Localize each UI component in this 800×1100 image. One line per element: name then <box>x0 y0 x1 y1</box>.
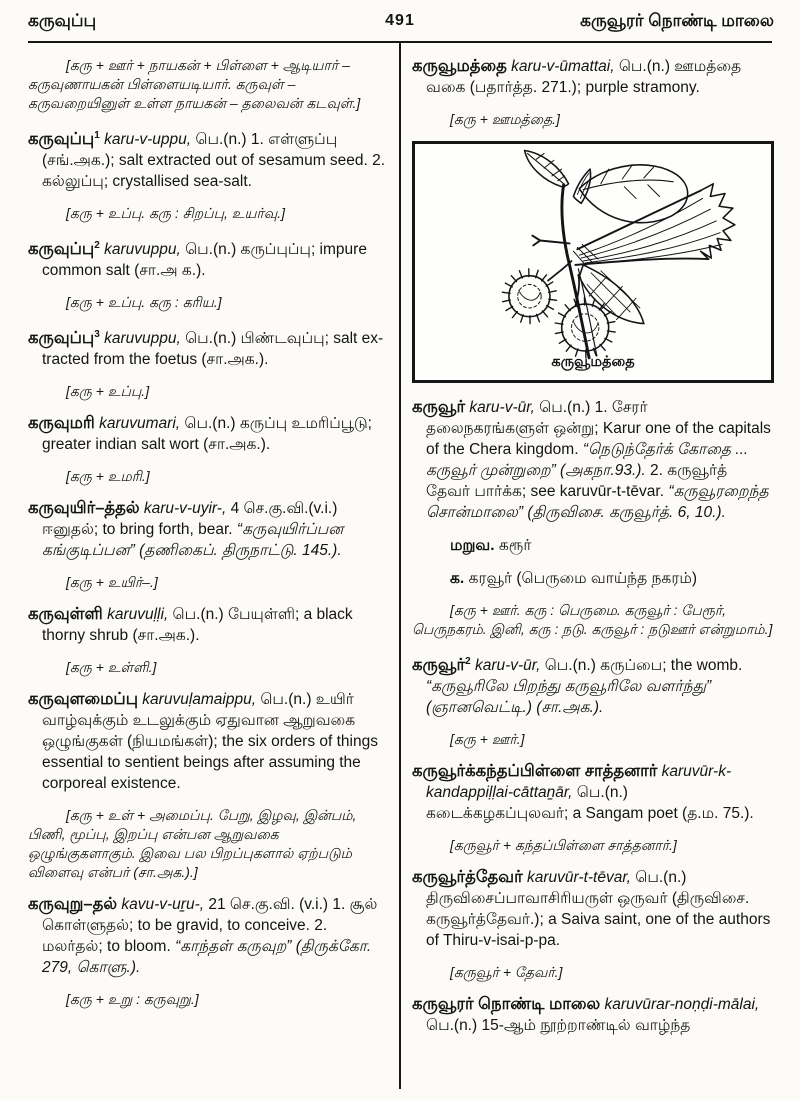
superscript-index: 2 <box>94 240 100 252</box>
entry-text: பெ.(n.) கருப்புப்பு; impure common salt (சா.அ க.). <box>42 241 367 280</box>
headword: கருவுமரி <box>28 414 95 433</box>
transliteration: kavu-v-uṟu-, <box>117 896 205 914</box>
variant-note <box>450 535 774 556</box>
transliteration: karuvuppu, <box>99 330 181 348</box>
headword: கருவுறு–தல் <box>28 895 118 914</box>
headword: கருவுளமைப்பு <box>28 690 138 709</box>
etymology-note: [கரு + உப்பு. கரு : சிறப்பு, உயர்வு.] <box>66 205 285 222</box>
superscript-index: 3 <box>94 329 100 341</box>
entry-text: கரூர் <box>494 537 532 554</box>
page-number: 491 <box>385 12 415 29</box>
etymology-note: [கரு + ஊமத்தை.] <box>450 111 560 127</box>
etymology-note: [கரு + ஊர். கரு : பெருமை. கருவூர் : பேரூர், பெருநகரம். இனி, கரு : நடு. கருவூர் : நடுஊர் என்றுமாம்.] <box>412 602 773 637</box>
dictionary-entry <box>412 867 774 951</box>
dictionary-entry <box>412 761 774 824</box>
entry-text: பெ.(n.) 1. எள்ளுப்பு (சங்.அக.); salt extracted out of sesamum seed. 2. கல்லுப்பு; crystallised sea-salt. <box>42 131 386 191</box>
citation-quote: “காந்தள் கருவுற” (திருக்கோ. 279, கொளு.). <box>42 938 372 977</box>
entry-text: பெ.(n.) 1. சேரர் தலைநகரங்களுள் ஒன்று; Karur one of the capitals of the Chera kingdom. <box>426 399 771 458</box>
transliteration: karu-v-ūmattai, <box>506 58 615 75</box>
transliteration: karu-v-ūr, <box>465 399 535 416</box>
dictionary-entry <box>412 397 774 523</box>
entry-text: 21 செ.கு.வி. (v.i.) 1. சூல் கொள்ளுதல்; to be gravid, to conceive. 2. மலர்தல்; to bloom. <box>42 896 378 956</box>
dictionary-entry <box>28 604 390 646</box>
etymology-note: [கரு + உறு : கருவுறு.] <box>66 991 199 1008</box>
headword: கருவுப்பு <box>28 130 95 149</box>
headword: கருவூர்க்கந்தப்பிள்ளை சாத்தனார் <box>412 762 658 781</box>
transliteration: karu-v-uppu, <box>99 131 192 149</box>
headword: கருவூரர் நொண்டி மாலை <box>412 995 601 1014</box>
etymology-note: [கரு + உயிர்–.] <box>66 574 158 591</box>
dictionary-entry <box>28 324 390 370</box>
headword: கருவூர் <box>412 656 466 675</box>
headword: கருவுயிர்–த்தல் <box>28 499 140 518</box>
dictionary-entry <box>412 56 774 98</box>
dictionary-entry <box>412 994 774 1036</box>
entry-text: பெ.(n.) ஊமத்தை வகை (பதார்த்த. 271.); purple stramony. <box>426 58 742 96</box>
variant-note <box>450 568 774 589</box>
etymology-note: [கரு + உமரி.] <box>66 468 150 485</box>
dictionary-entry <box>28 235 390 281</box>
etymology-note: [கரு + ஊர் + நாயகன் + பிள்ளை + ஆடியார் – கருவுணாயகன் பிள்ளையடியார். கருவுள் – கருவறையினுள் உள்ள நாயகன் – தலைவன் கடவுள்.] <box>28 57 361 111</box>
citation-quote: “நெடுந்தேர்க் கோதை ... கருவூர் முன்றுறை” (அகநா.93.). <box>426 441 749 479</box>
entry-text: பெ.(n.) பிண்டவுப்பு; salt ex-tracted from the foetus (சா.அக.). <box>42 330 384 369</box>
column-divider-rule <box>399 43 401 1089</box>
entry-text: 4 செ.கு.வி.(v.i.) ஈனுதல்; to bring forth, bear. <box>42 500 338 539</box>
transliteration: karu-v-ūr, <box>470 657 541 675</box>
transliteration: karuvūr-t-tēvar, <box>522 869 631 887</box>
right-column <box>412 56 774 1048</box>
headword: கருவுள்ளி <box>28 605 103 624</box>
citation-quote: “கருவுயிர்ப்பன கங்குடிப்பன” (தணிகைப். திருநாட்டு. 145.). <box>42 521 344 560</box>
transliteration: karuvūrar-noṇḍi-mālai, <box>600 996 760 1014</box>
entry-text: கரவூர் (பெருமை வாய்ந்த நகரம்) <box>464 570 697 587</box>
superscript-index: 1 <box>94 130 100 141</box>
entry-text: பெ.(n.) கடைக்கழகப்புலவர்; a Sangam poet (த.ம. 75.). <box>426 784 754 823</box>
dictionary-entry <box>28 125 390 192</box>
etymology-note: [கரு + உள் + அமைப்பு. பேறு, இழவு, இன்பம், பிணி, மூப்பு, இறப்பு என்பன ஆறுவகை ஒழுங்குகளாகும். இவை பல பிறப்புகளால் ஏற்படும் விளைவு என்பர் (சா.அக.).] <box>28 807 357 881</box>
header-guide-word-right: கருவூரர் நொண்டி மாலை <box>580 11 774 30</box>
entry-text: பெ.(n.) பேயுள்ளி; a black thorny shrub (சா.அக.). <box>42 606 353 645</box>
transliteration: karuvumari, <box>94 415 181 433</box>
plant-illustration-datura <box>415 144 771 380</box>
headword: கருவூர்த்தேவர் <box>412 868 523 887</box>
entry-text: பெ.(n.) 15-ஆம் நூற்றாண்டில் வாழ்ந்த <box>426 1017 691 1035</box>
transliteration: karuvuḷamaippu, <box>137 691 257 709</box>
dictionary-entry <box>28 413 390 455</box>
header-guide-word-left: கருவுப்பு <box>28 11 97 30</box>
etymology-note: [கருவூர் + தேவர்.] <box>450 964 563 981</box>
citation-quote: “கருவூரறைந்த சொன்மாலை” (திருவிசை. கருவூர்த். 6, 10.). <box>426 483 769 521</box>
etymology-note: [கருவூர் + கந்தப்பிள்ளை சாத்தனார்.] <box>450 837 677 854</box>
etymology-note: [கரு + ஊர்.] <box>450 731 525 748</box>
entry-text: பெ.(n.) திருவிசைப்பாவாசிரியருள் ஒருவர் (திருவிசை. கருவூர்த்தேவர்.); a Saiva saint, one of the authors of Thiru-v-isai-p-pa. <box>426 869 771 950</box>
dictionary-entry <box>28 894 390 978</box>
variant-label: மறுவ. <box>450 537 495 554</box>
transliteration: karuvuḷḷi, <box>102 606 169 624</box>
citation-quote: “கருவூரிலே பிறந்து கருவூரிலே வளர்ந்து” (ஞானவெட்டி.) (சா.அக.). <box>426 678 712 717</box>
dictionary-entry <box>28 689 390 794</box>
etymology-note: [கரு + உள்ளி.] <box>66 659 157 676</box>
etymology-note: [கரு + உப்பு. கரு : கரிய.] <box>66 294 222 311</box>
headword: கருவுப்பு <box>28 329 95 348</box>
superscript-index: 2 <box>465 656 471 667</box>
headword: கருவூர் <box>412 398 466 416</box>
plant-figure <box>412 141 774 383</box>
transliteration: karuvuppu, <box>99 241 181 259</box>
variant-label: க. <box>450 570 465 587</box>
figure-caption: கருவூமத்தை <box>551 354 635 370</box>
headword: கருவுப்பு <box>28 240 95 259</box>
transliteration: karu-v-uyir-, <box>139 500 227 518</box>
dictionary-entry <box>28 498 390 561</box>
entry-text: 2. கருவூர்த் தேவர் பார்க்க; see karuvūr-t-tēvar. <box>426 462 728 500</box>
transliteration: karuvūr-k-kandappiḷḷai-cāttaṉār, <box>426 763 732 802</box>
entry-text: பெ.(n.) கருப்பு உமரிப்பூடு; greater indian salt wort (சா.அக.). <box>42 415 372 454</box>
left-column <box>28 56 390 1021</box>
entry-text: பெ.(n.) கருப்பை; the womb. <box>540 657 743 675</box>
etymology-note: [கரு + உப்பு.] <box>66 383 150 400</box>
entry-text: பெ.(n.) உயிர் வாழ்வுக்கும் உடலுக்கும் ஏதுவான ஆறுவகை ஒழுங்குகள் (நியமங்கள்); the six orders of things essential to sentient beings after assuming the corporeal existence. <box>42 691 378 793</box>
headword: கருவூமத்தை <box>412 57 507 75</box>
dictionary-entry <box>412 651 774 718</box>
